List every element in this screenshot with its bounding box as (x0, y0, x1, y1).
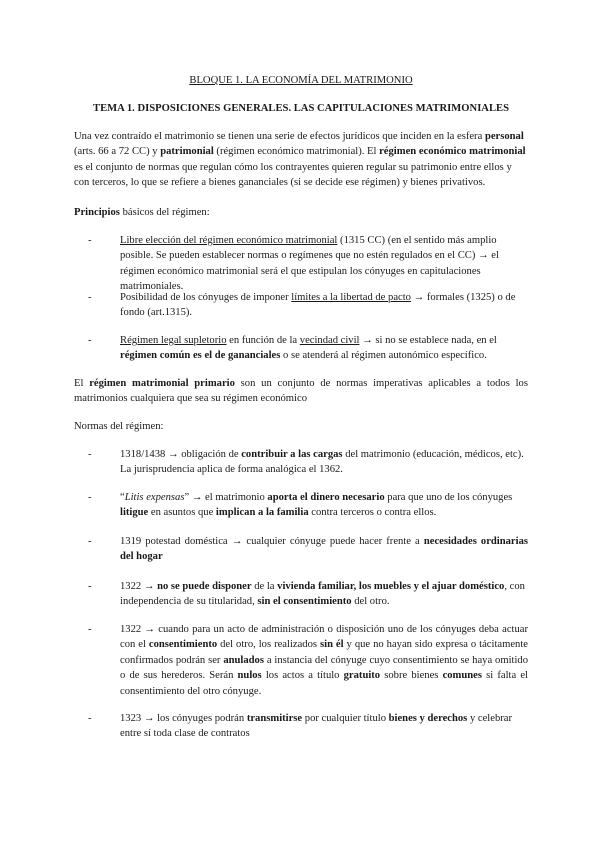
block-title: BLOQUE 1. LA ECONOMÍA DEL MATRIMONIO (189, 75, 413, 86)
principios-heading: Principios básicos del régimen: (74, 207, 210, 218)
intro-paragraph: Una vez contraído el matrimonio se tienen una serie de efectos jurídicos que inciden en la esfera personal (arts. 66 a 72 CC) y patrimonial (régimen económico matrimonial). El régimen económico matrimonial es el conjunto de normas que regulan cómo los contrayentes quieren regular su patrimonio entre ellos y con terceros, lo que se refiere a bienes gananciales (si se decide ese régimen) y bienes privativos. (74, 131, 526, 189)
list-item: - 1319 potestad doméstica → cualquier cónyuge puede hacer frente a necesidades ordinarias del hogar (88, 536, 528, 563)
normas-heading: Normas del régimen: (74, 421, 164, 432)
list-dash: - (88, 581, 92, 592)
list-item: - 1318/1438 → obligación de contribuir a las cargas del matrimonio (educación, médicos, etc). La jurisprudencia aplica de forma analógica el 1362. (88, 449, 524, 476)
list-dash: - (88, 235, 92, 246)
list-item: - Régimen legal supletorio en función de la vecindad civil → si no se establece nada, en el régimen común es el de gananciales o se atenderá al régimen autonómico específico. (88, 335, 497, 362)
list-dash: - (88, 492, 92, 503)
list-dash: - (88, 713, 92, 724)
list-dash: - (88, 449, 92, 460)
topic-title: TEMA 1. DISPOSICIONES GENERALES. LAS CAPITULACIONES MATRIMONIALES (93, 103, 509, 114)
list-dash: - (88, 335, 92, 346)
list-dash: - (88, 624, 92, 635)
list-item: - Libre elección del régimen económico matrimonial (1315 CC) (en el sentido más amplio posible. Se pueden establecer normas o regímenes que no estén regulados en el CC) → el régimen económico matrimonial será el que estipulan los cónyuges en capitulaciones matrimoniales. (88, 235, 499, 293)
list-item: - 1322 → no se puede disponer de la vivienda familiar, los muebles y el ajuar doméstico, con independencia de su titularidad, sin el consentimiento del otro. (88, 581, 525, 608)
list-dash: - (88, 292, 92, 303)
list-item: - 1323 → los cónyuges podrán transmitirse por cualquier título bienes y derechos y celebrar entre sí toda clase de contratos (88, 713, 513, 740)
list-item: - Posibilidad de los cónyuges de imponer límites a la libertad de pacto → formales (1325) o de fondo (art.1315). (88, 292, 516, 319)
primario-paragraph: El régimen matrimonial primario son un conjunto de normas imperativas aplicables a todos los matrimonios cualquiera que sea su régimen económico (74, 378, 528, 405)
list-item: - 1322 → cuando para un acto de administración o disposición uno de los cónyuges deba actuar con el consentimiento del otro, los realizados sin él y que no hayan sido expresa o tácitamente confirmados podrán ser anulados a instancia del cónyuge cuyo consentimiento se haya omitido o de sus herederos. Serán nulos los actos a título gratuito sobre bienes comunes si falta el consentimiento del otro cónyuge. (88, 624, 528, 697)
list-item: - “Litis expensas” → el matrimonio aporta el dinero necesario para que uno de los cónyuges litigue en asuntos que implican a la familia contra terceros o contra ellos. (88, 492, 513, 519)
list-dash: - (88, 536, 92, 547)
